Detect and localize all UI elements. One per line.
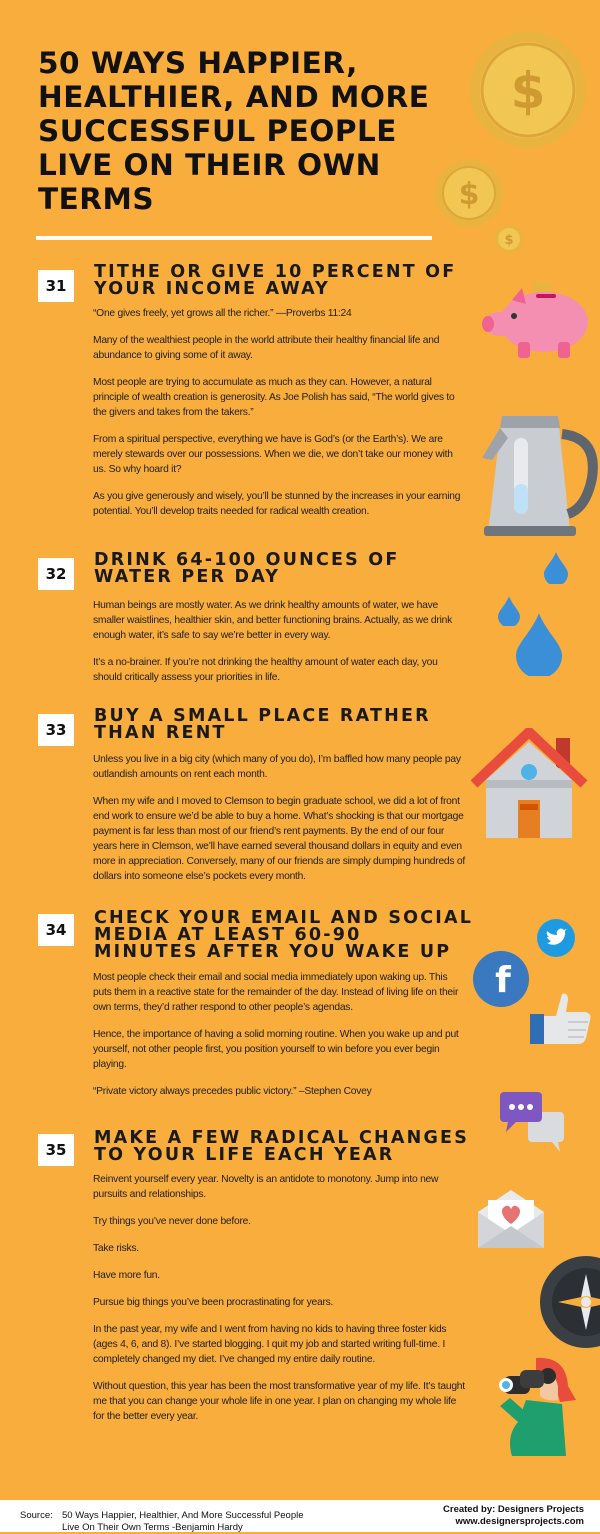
section-number: 31 <box>38 270 74 302</box>
svg-text:f: f <box>495 960 511 1001</box>
paragraph: Human beings are mostly water. As we drink healthy amounts of water, we have smaller waistlines, healthier skin, and better functioning brains. Actually, as we drink enough water, it’s safe to say we’re better in every way. <box>93 600 452 641</box>
paragraph: Without question, this year has been the most transformative year of my life. It’s taught me that you can change your whole life in one year. I plan on changing my whole life for the better every year. <box>93 1381 465 1422</box>
section-heading: DRINK 64-100 OUNCES OF WATER PER DAY <box>94 550 400 587</box>
paragraph: Hence, the importance of having a solid morning routine. When you wake up and put yourself, not other people first, you position yourself to win before you ever begin playing. <box>93 1029 459 1070</box>
paragraph: Reinvent yourself every year. Novelty is an antidote to monotony. Jump into new pursuits and relationships. <box>93 1174 439 1200</box>
love-letter-icon <box>474 1188 548 1250</box>
chat-bubbles-icon <box>498 1090 568 1154</box>
paragraph: Have more fun. <box>93 1270 160 1281</box>
paragraph: Unless you live in a big city (which many of you do), I’m baffled how many people pay outlandish amounts on rent each month. <box>93 754 461 780</box>
svg-text:$: $ <box>504 233 514 248</box>
section-number: 32 <box>38 558 74 590</box>
paragraph: As you give generously and wisely, you’ll be stunned by the increases in your earning potential. You’ll develop traits needed for radical wealth creation. <box>93 491 461 517</box>
paragraph: It’s a no-brainer. If you’re not drinking the healthy amount of water each day, you should critically assess your priorities in life. <box>93 657 438 683</box>
paragraph: “One gives freely, yet grows all the richer.” —Proverbs 11:24 <box>93 308 352 319</box>
paragraph: Pursue big things you’ve been procrastinating for years. <box>93 1297 334 1308</box>
paragraph: Most people are trying to accumulate as much as they can. However, a natural principle of wealth creation is generosity. As Joe Polish has said, “The world gives to the givers and takes from the takers.” <box>93 377 455 418</box>
section-body <box>93 970 467 1111</box>
dollar-coin-icon <box>494 224 524 254</box>
kettle-icon <box>478 398 600 538</box>
section-number: 35 <box>38 1134 74 1166</box>
water-drop-icon <box>544 552 568 584</box>
paragraph: In the past year, my wife and I went from having no kids to having three foster kids (ages 4, 6, and 8). I’ve started blogging. I quit my job and started writing full-time. I completely changed my diet. I’ve changed my entire daily routine. <box>93 1324 447 1365</box>
section-body <box>93 752 467 896</box>
paragraph: From a spiritual perspective, everything we have is God’s (or the Earth’s). We are merely stewards over our possessions. When we die, we don’t take our money with us. So why hoard it? <box>93 434 453 475</box>
source-text: 50 Ways Happier, Healthier, And More Successful People Live On Their Own Terms -Benjamin Hardy <box>62 1510 304 1533</box>
source-label: Source: <box>20 1510 53 1521</box>
paragraph: Try things you’ve never done before. <box>93 1216 251 1227</box>
section-heading: CHECK YOUR EMAIL AND SOCIAL MEDIA AT LEAST 60-90 MINUTES AFTER YOU WAKE UP <box>94 908 474 962</box>
section-number: 34 <box>38 914 74 946</box>
section-body <box>93 598 467 697</box>
credits <box>443 1504 584 1528</box>
paragraph: When my wife and I moved to Clemson to begin graduate school, we did a lot of front end work to ensure we’d be able to buy a home. What’s shocking is that our mortgage payment is far less than most of our friend’s rent payments. By the end of our four years here in Clemson, we’ll have earned several thousand dollars in equity and even more in appreciation. Conversely, many of our friends are simply dumping hundreds of dollars into someone else’s pockets every month. <box>93 796 466 882</box>
dollar-coin-icon <box>434 158 504 228</box>
dollar-coin-icon <box>468 30 588 150</box>
footer <box>0 1500 600 1532</box>
paragraph: Take risks. <box>93 1243 139 1254</box>
page-title: 50 WAYS HAPPIER, HEALTHIER, AND MORE SUCCESSFUL PEOPLE LIVE ON THEIR OWN TERMS <box>38 46 430 216</box>
paragraph: “Private victory always precedes public victory.” –Stephen Covey <box>93 1086 372 1097</box>
compass-icon <box>536 1254 600 1350</box>
piggy-bank-icon <box>474 280 598 360</box>
thumbs-up-icon <box>528 990 594 1046</box>
section-body <box>93 1172 467 1436</box>
section-heading: BUY A SMALL PLACE RATHER THAN RENT <box>94 706 431 743</box>
section-heading: MAKE A FEW RADICAL CHANGES TO YOUR LIFE EACH YEAR <box>94 1128 469 1165</box>
house-icon <box>470 728 588 840</box>
section-heading: TITHE OR GIVE 10 PERCENT OF YOUR INCOME AWAY <box>94 262 457 299</box>
title-underline <box>36 236 432 240</box>
facebook-icon <box>472 950 530 1008</box>
binoculars-person-icon <box>496 1356 584 1458</box>
twitter-icon <box>536 918 576 958</box>
paragraph: Most people check their email and social media immediately upon waking up. This puts them in a reactive state for the remainder of the day. Instead of living life on their own terms, they’d rather respond to other people’s agendas. <box>93 972 459 1013</box>
svg-text:$: $ <box>510 62 546 120</box>
section-number: 33 <box>38 714 74 746</box>
water-drop-icon <box>516 612 562 676</box>
website-link[interactable]: www.designersprojects.com <box>455 1516 584 1527</box>
section-body <box>93 306 467 531</box>
created-by: Created by: Designers Projects <box>443 1504 584 1515</box>
paragraph: Many of the wealthiest people in the world attribute their healthy financial life and abundance to giving some of it away. <box>93 335 440 361</box>
svg-text:$: $ <box>458 177 480 212</box>
